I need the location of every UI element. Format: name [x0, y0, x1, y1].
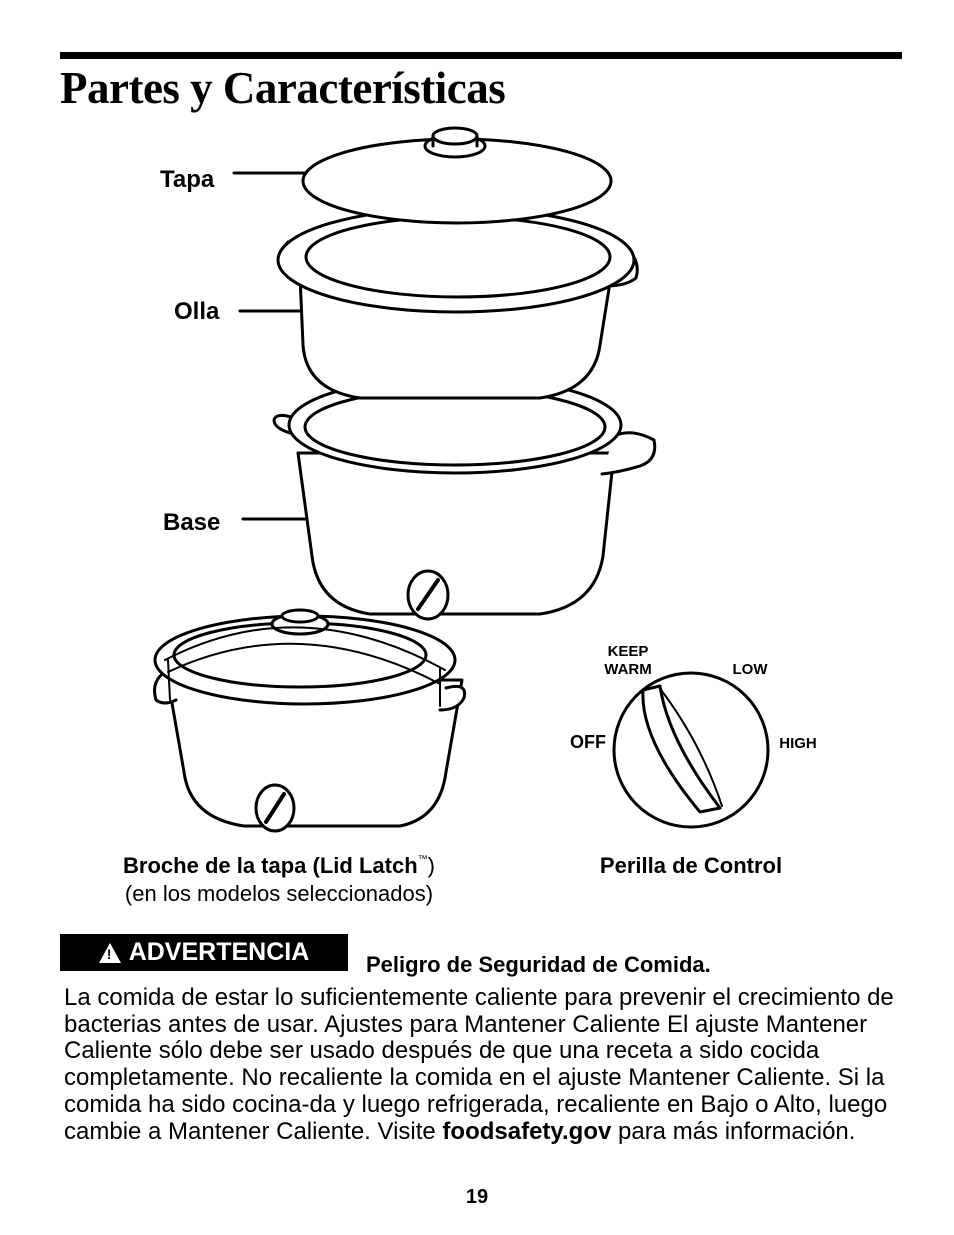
lid-drawing [303, 128, 611, 223]
trademark-symbol: ™ [417, 854, 428, 865]
warning-triangle-icon [99, 943, 121, 963]
dial-label-high: HIGH [779, 735, 817, 752]
latch-control-knob [256, 785, 294, 831]
dial-label-off: OFF [570, 732, 606, 752]
pot-drawing [278, 208, 637, 398]
label-base: Base [163, 509, 221, 536]
control-knob-caption: Perilla de Control [599, 853, 783, 878]
warning-body-text: La comida de estar lo suficientemente caliente para prevenir el crecimiento de bacterias antes de usar. Ajustes para Mantener Caliente El ajuste Mantener Caliente sólo debe ser usado después de que una receta a sido cocida completamente. No recaliente la comida en el ajuste Mantener Caliente. Si la comida ha sido cocina-da y luego refrigerada, recaliente en Bajo o Alto, luego cambie a Mantener Caliente. Visite [64, 984, 894, 1145]
dial-label-keep: KEEP [607, 643, 649, 660]
page-number: 19 [465, 1186, 489, 1208]
warning-badge [60, 934, 348, 971]
foodsafety-link[interactable]: foodsafety.gov [442, 1117, 612, 1145]
lid-latch-caption [64, 852, 494, 908]
label-tapa: Tapa [160, 166, 215, 193]
lid-latch-cooker-drawing [155, 610, 465, 831]
warning-body [64, 985, 904, 1145]
lid-latch-subtitle: (en los modelos seleccionados) [124, 881, 434, 906]
page-title: Partes y Características [60, 63, 506, 113]
warning-body-end: para más información. [611, 1117, 856, 1145]
warning-badge-label: ADVERTENCIA [128, 938, 310, 966]
dial-label-warm: WARM [604, 661, 652, 678]
control-dial-drawing [614, 673, 768, 827]
base-control-knob [408, 571, 448, 619]
base-drawing [274, 377, 655, 619]
lid-latch-title: Broche de la tapa (Lid Latch [123, 853, 418, 878]
warning-title: Peligro de Seguridad de Comida. [366, 952, 711, 977]
dial-label-low: LOW [732, 661, 768, 678]
label-olla: Olla [174, 298, 220, 325]
lid-latch-close-paren: ) [427, 853, 435, 878]
